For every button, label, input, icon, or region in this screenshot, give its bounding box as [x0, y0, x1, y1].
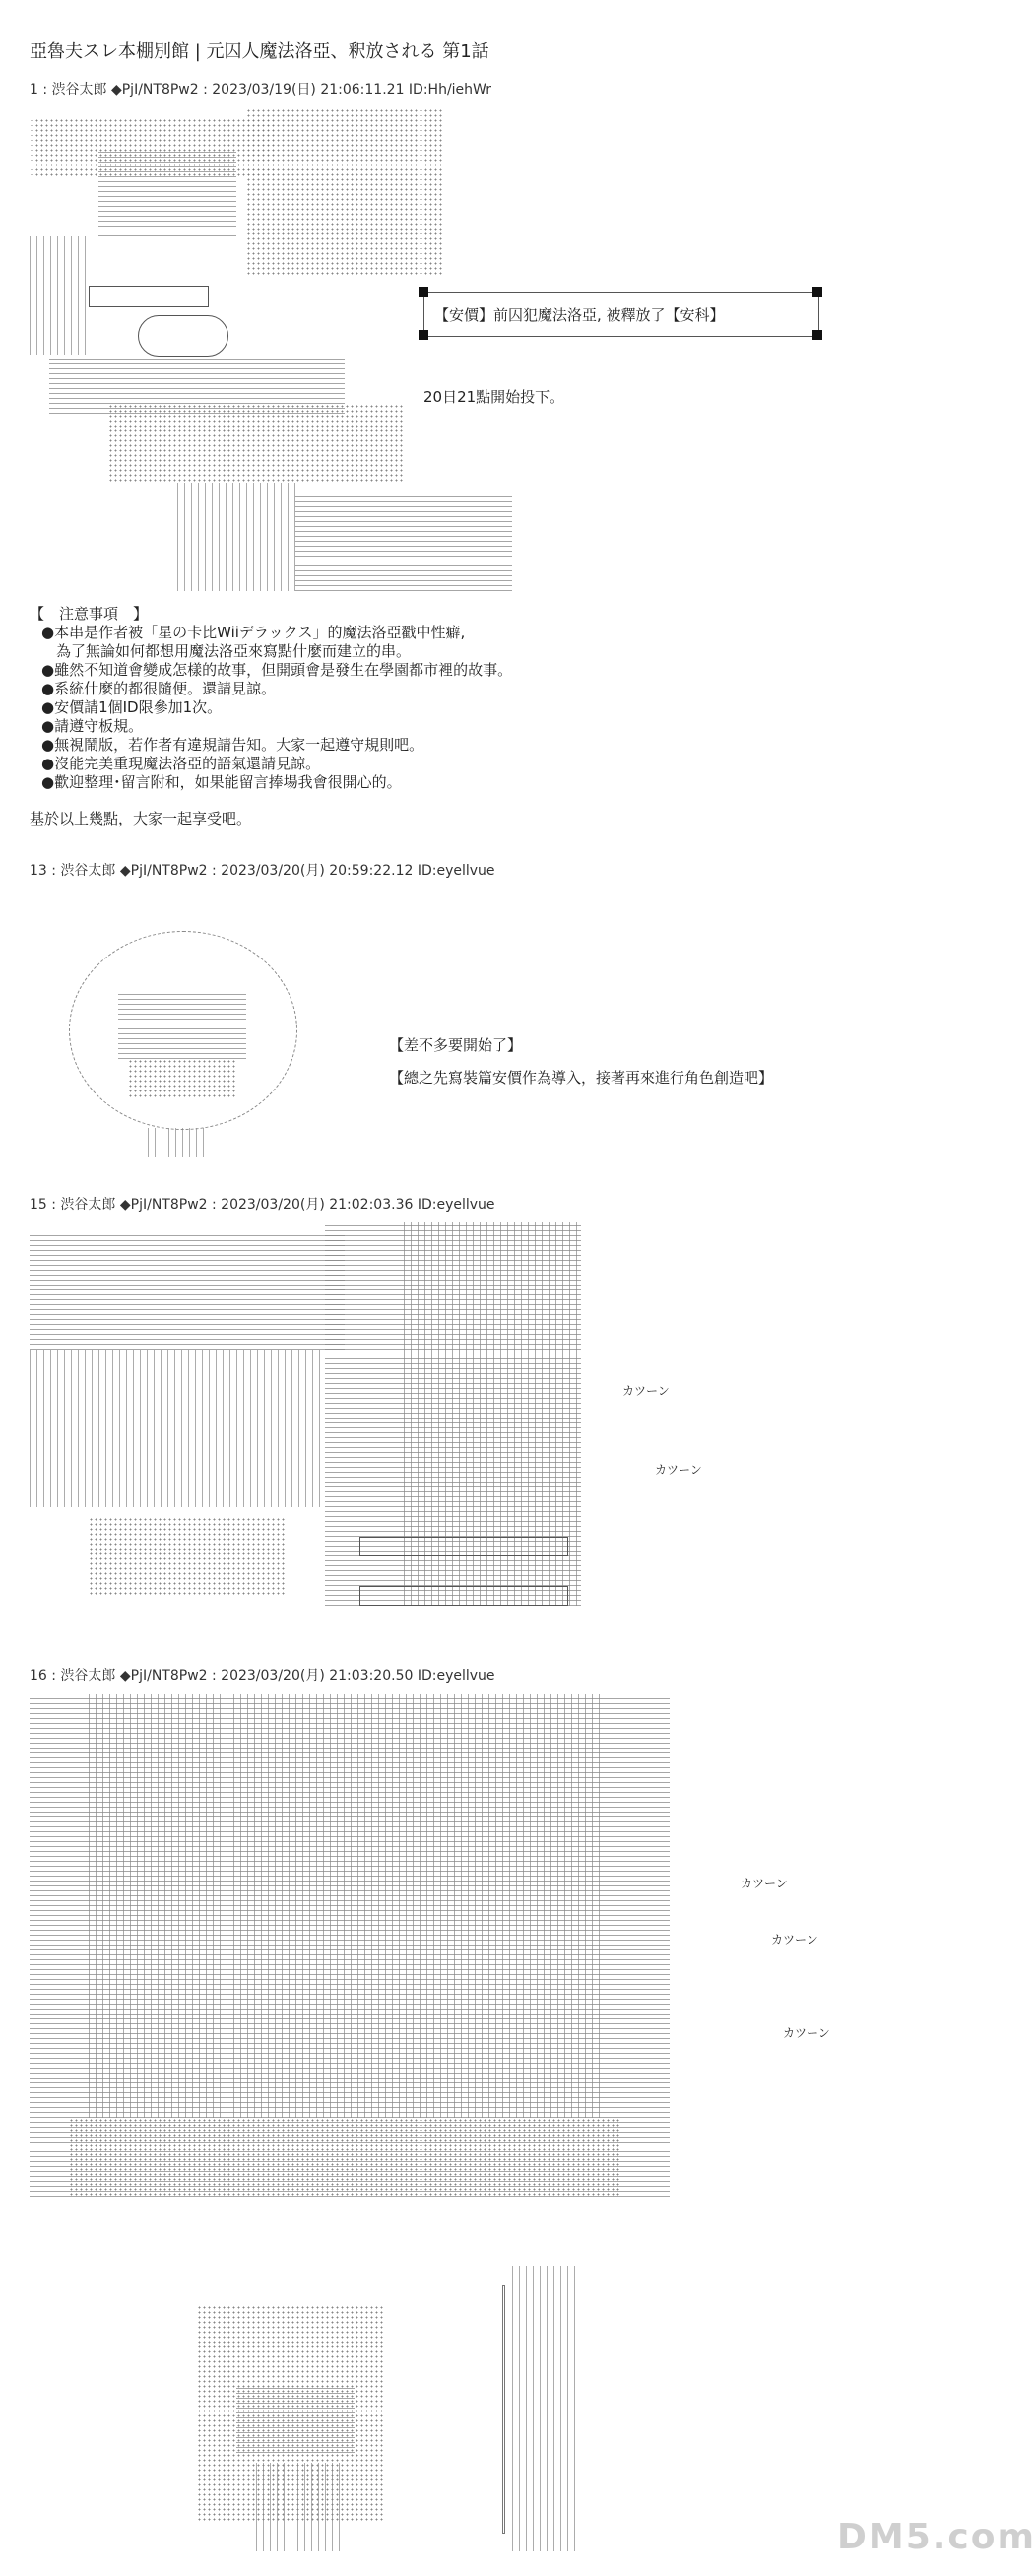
sound-effect: カツーン	[771, 1933, 818, 1947]
notice-item: ●歡迎整理･留言附和，如果能留言捧場我會很開心的。	[41, 773, 402, 791]
notice-section	[30, 605, 758, 828]
notice-title: 【 注意事項 】	[30, 605, 149, 623]
ascii-art-round-face	[30, 892, 325, 1167]
sound-effect: カツーン	[655, 1463, 702, 1477]
notice-closing: 基於以上幾點，大家一起享受吧。	[30, 810, 252, 827]
ascii-art-corridor	[30, 1222, 581, 1606]
ascii-art-character	[177, 2266, 404, 2561]
sound-effect: カツーン	[622, 1384, 670, 1398]
post-header-13: 13 : 渋谷太郎 ◆PjI/NT8Pw2 : 2023/03/20(月) 20:59:22.12 ID:eyellvue	[30, 863, 495, 879]
post-13-message: 【差不多要開始了】	[389, 1036, 523, 1054]
ascii-art-door	[473, 2266, 591, 2551]
post-header-1: 1 : 渋谷太郎 ◆PjI/NT8Pw2 : 2023/03/19(日) 21:06:11.21 ID:Hh/iehWr	[30, 82, 492, 98]
post-header-16: 16 : 渋谷太郎 ◆PjI/NT8Pw2 : 2023/03/20(月) 21:03:20.50 ID:eyellvue	[30, 1668, 495, 1684]
notice-item: ●安價請1個ID限參加1次。	[41, 698, 223, 716]
notice-item: ●無視鬧版，若作者有違規請告知。大家一起遵守規則吧。	[41, 736, 424, 754]
notice-item: ●請遵守板規。	[41, 717, 144, 735]
ascii-art-prisoner	[30, 108, 512, 601]
ascii-art-hallway	[30, 1694, 670, 2197]
notice-item: 為了無論如何都想用魔法洛亞來寫點什麼而建立的串。	[41, 642, 412, 660]
resize-handle-br	[812, 330, 822, 340]
start-time-text: 20日21點開始投下。	[423, 388, 565, 406]
page-title: 亞魯夫スレ本棚別館 | 元囚人魔法洛亞、釈放される 第1話	[30, 41, 489, 62]
notice-item: ●沒能完美重現魔法洛亞的語氣還請見諒。	[41, 755, 321, 772]
sound-effect: カツーン	[783, 2026, 830, 2040]
resize-handle-tl	[419, 287, 428, 297]
watermark-logo: DM5.com	[837, 2517, 1036, 2557]
post-13-message: 【總之先寫裝篇安價作為導入，接著再來進行角色創造吧】	[389, 1069, 774, 1087]
sound-effect: カツーン	[741, 1877, 788, 1890]
announcement-box	[423, 292, 819, 337]
notice-item: ●系統什麼的都很隨便。還請見諒。	[41, 680, 277, 697]
notice-item: ●本串是作者被「星の卡比Wiiデラックス」的魔法洛亞戳中性癖,	[41, 624, 466, 641]
notice-item: ●雖然不知道會變成怎樣的故事，但開頭會是發生在學園都市裡的故事。	[41, 661, 513, 679]
resize-handle-bl	[419, 330, 428, 340]
announcement-text: 【安價】前囚犯魔法洛亞, 被釋放了【安科】	[434, 306, 725, 324]
post-header-15: 15 : 渋谷太郎 ◆PjI/NT8Pw2 : 2023/03/20(月) 21:02:03.36 ID:eyellvue	[30, 1197, 495, 1213]
resize-handle-tr	[812, 287, 822, 297]
